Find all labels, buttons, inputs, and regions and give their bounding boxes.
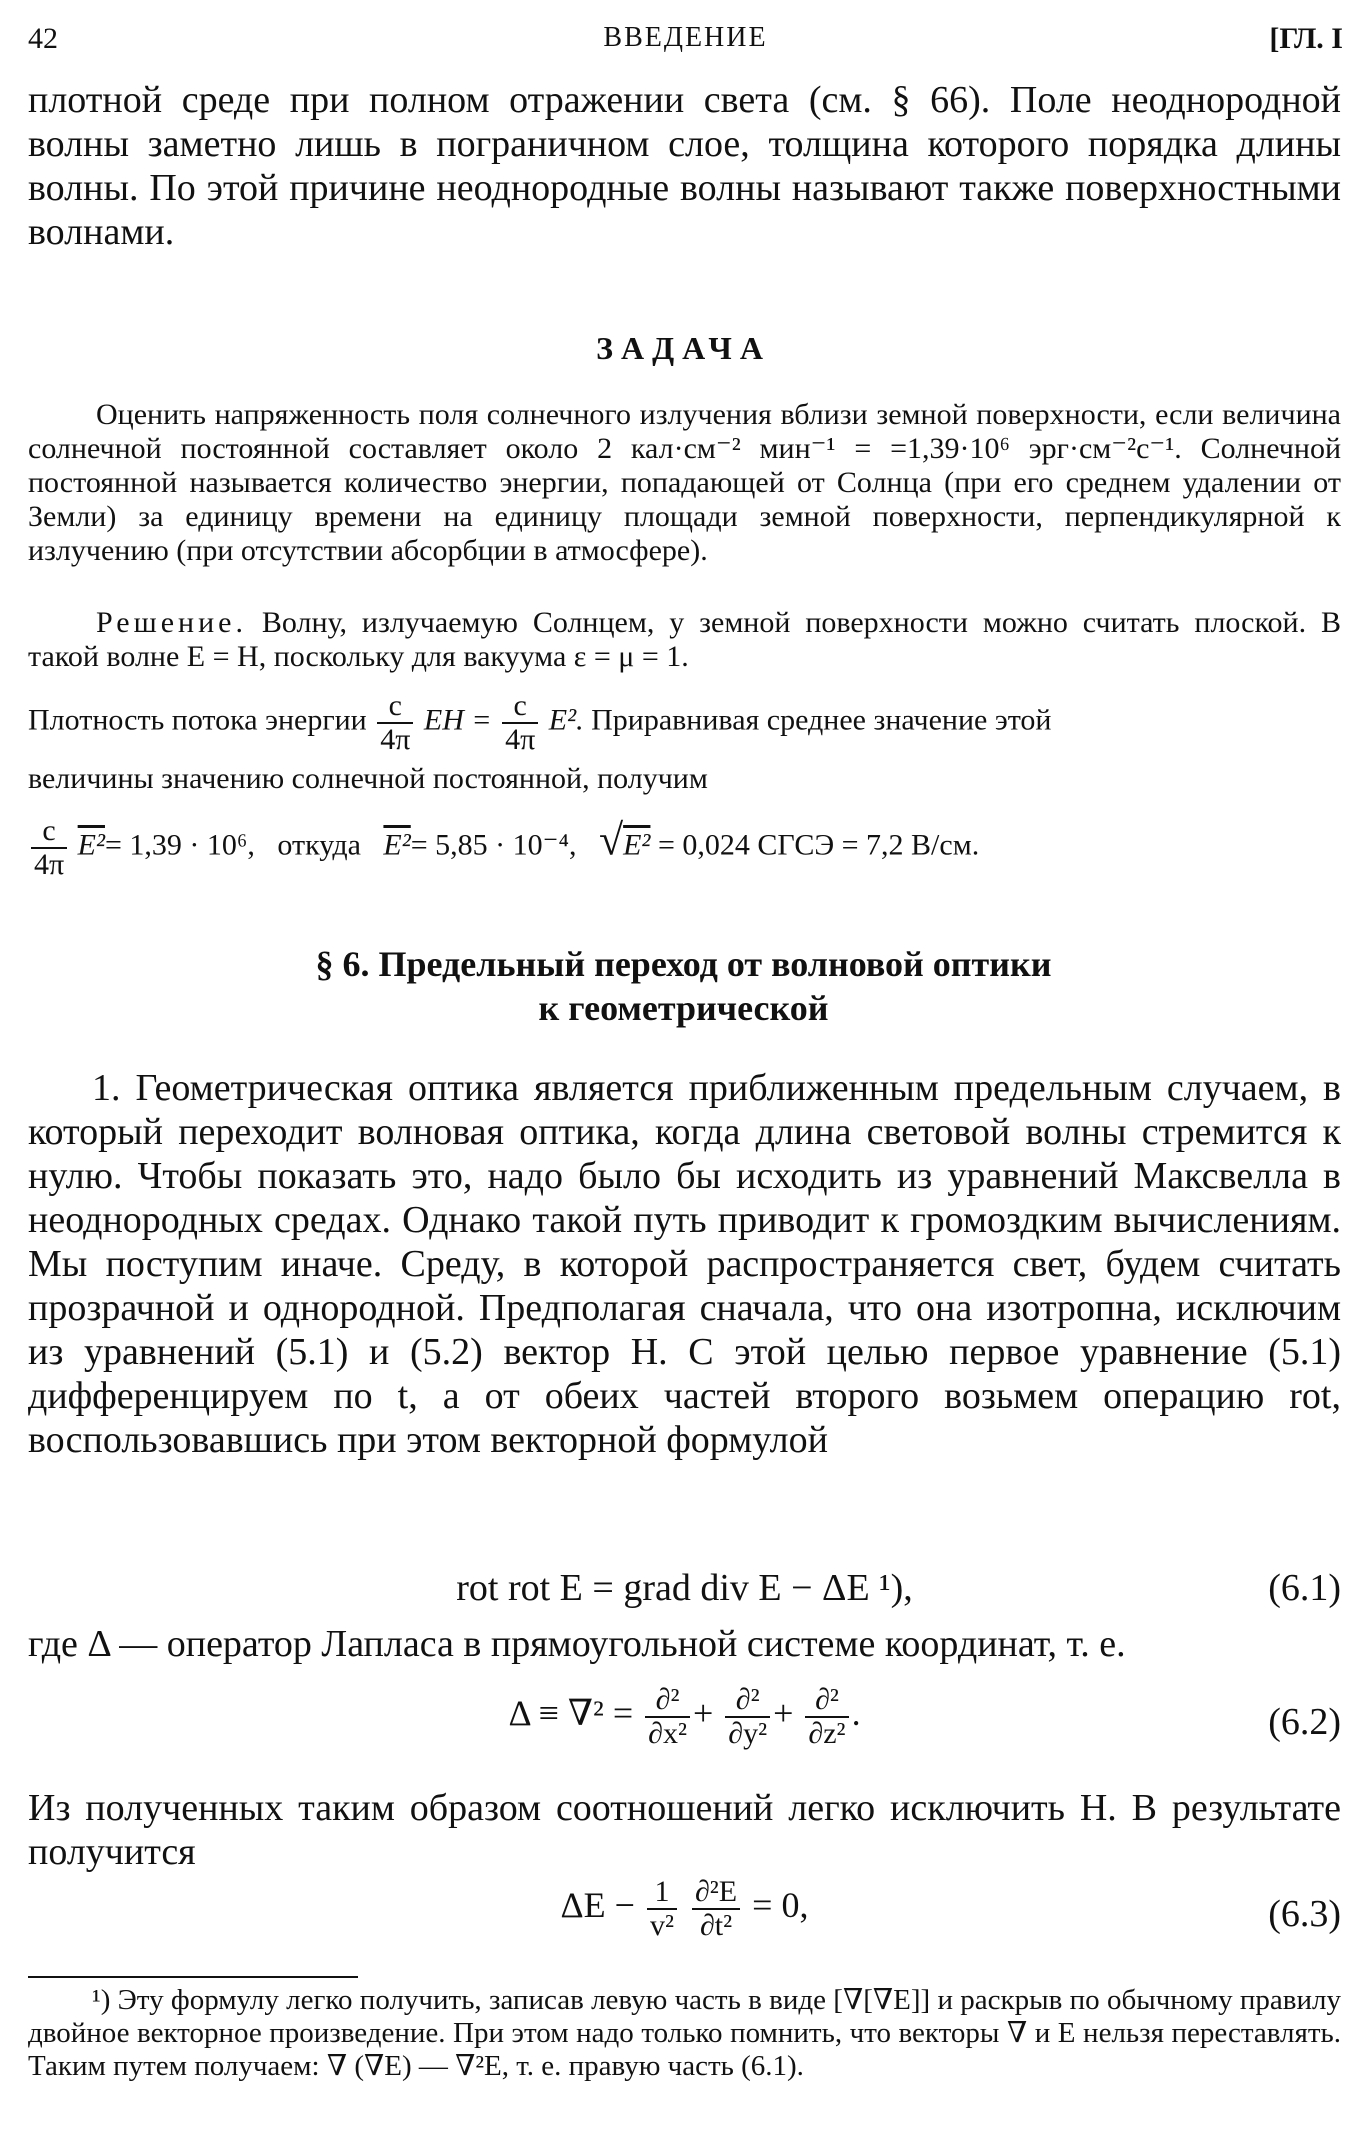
- frac-dz: [805, 1684, 848, 1749]
- solution-paragraph: [28, 606, 1341, 674]
- chapter-label: [ГЛ. I: [1269, 22, 1343, 55]
- result-eq3: = 0,024 СГСЭ = 7,2 В/см.: [657, 828, 980, 862]
- exclude-text: Из полученных таким образом соотношений легко исключить H. В результате получится: [28, 1787, 1341, 1873]
- fraction-numerator: 1: [647, 1876, 677, 1910]
- equation-6-3: [28, 1876, 1341, 1956]
- equation-6-1-number: (6.1): [1268, 1567, 1341, 1609]
- result-eq1: = 1,39 · 10⁶,: [104, 828, 255, 862]
- equation-6-3-number: (6.3): [1268, 1893, 1341, 1935]
- result-word: откуда: [277, 828, 361, 862]
- flux-eq: EH =: [423, 703, 492, 737]
- fraction-c-4pi: [377, 690, 413, 755]
- mean-e2-2: E²: [383, 828, 411, 862]
- solution-text: Волну, излучаемую Солнцем, у земной поверхности можно считать плоской. В такой волне E = H, поскольку для вакуума ε = μ = 1.: [28, 606, 1341, 673]
- fraction-numerator: ∂²: [645, 1684, 690, 1718]
- equation-6-3-body: [28, 1876, 1341, 1941]
- equation-6-2-body: Δ ≡ ∇² = $\frac{\text{∂²}}{\text{∂x²}}$ + $\frac{\text{∂²}}{\text{∂y²}}$ + $\frac{\text{∂²}}{\text{∂z²}}$ .: [508, 1683, 861, 1750]
- fraction-c-4pi-3: [31, 815, 67, 880]
- flux-tail: Приравнивая среднее значение этой: [591, 703, 1052, 737]
- result-eq2: = 5,85 · 10⁻⁴,: [410, 828, 577, 862]
- fraction-denominator: 4π: [380, 722, 411, 756]
- problem-heading: ЗАДАЧА: [596, 330, 771, 366]
- flux-line: [28, 690, 1341, 755]
- frac-d2e-dt2: [692, 1876, 740, 1941]
- equation-6-2: [28, 1684, 1341, 1764]
- equation-6-1: [28, 1566, 1341, 1616]
- fraction-denominator: 4π: [34, 847, 65, 881]
- result-line: [28, 815, 1341, 880]
- flux-e2: E².: [548, 703, 584, 737]
- running-header: [28, 22, 1343, 62]
- flux-continuation: величины значению солнечной постоянной, получим: [28, 762, 708, 795]
- fraction-c-4pi-2: [502, 690, 538, 755]
- fraction-numerator: c: [377, 690, 413, 724]
- sqrt-sign: √: [598, 815, 624, 865]
- fraction-numerator: ∂²E: [692, 1876, 740, 1910]
- running-title: ВВЕДЕНИЕ: [603, 22, 768, 53]
- footnote: ¹) Эту формулу легко получить, записав левую часть в виде [∇[∇E]] и раскрыв по обычному правилу двойное векторное произведение. При этом надо только помнить, что векторы ∇ и E нельзя переставлять. Таким путем получаем: ∇ (∇E) — ∇²E, т. е. правую часть (6.1).: [28, 1984, 1341, 2082]
- mean-e2-3: E²: [623, 828, 651, 862]
- fraction-denominator: ∂z²: [808, 1716, 846, 1750]
- fraction-numerator: c: [502, 690, 538, 724]
- problem-statement: Оценить напряженность поля солнечного излучения вблизи земной поверхности, если величина солнечной постоянной составляет около 2 кал·см⁻² мин⁻¹ = =1,39·10⁶ эрг·см⁻²с⁻¹. Солнечной постоянной называется количество энергии, попадающей от Солнца (при его среднем удалении от Земли) за единицу времени на единицу площади земной поверхности, перпендикулярной к излучению (при отсутствии абсорбции в атмосфере).: [28, 398, 1341, 567]
- fraction-denominator: v²: [649, 1908, 674, 1942]
- fraction-denominator: ∂y²: [728, 1716, 768, 1750]
- solution-label: Решение.: [96, 606, 247, 639]
- equation-6-2-number: (6.2): [1268, 1701, 1341, 1743]
- fraction-denominator: ∂x²: [648, 1716, 687, 1750]
- flux-lead: Плотность потока энергии: [28, 703, 367, 737]
- section-paragraph-1: 1. Геометрическая оптика является приближенным предельным случаем, в который переходит волновая оптика, когда длина световой волны стремится к нулю. Чтобы показать это, надо было бы исходить из уравнений Максвелла в неоднородных средах. Однако такой путь приводит к громоздким вычислениям. Мы поступим иначе. Среду, в которой распространяется свет, будем считать прозрачной и однородной. Предполагая сначала, что она изотропна, исключим из уравнений (5.1) и (5.2) вектор H. С этой целью первое уравнение (5.1) дифференцируем по t, а от обеих частей второго возьмем операцию rot, воспользовавшись при этом векторной формулой: [28, 1067, 1341, 1461]
- frac-dx: [645, 1684, 690, 1749]
- fraction-denominator: ∂t²: [699, 1908, 733, 1942]
- frac-1-v2: [647, 1876, 677, 1941]
- frac-dy: [725, 1684, 770, 1749]
- fraction-numerator: ∂²: [805, 1684, 848, 1718]
- page-number: 42: [28, 22, 58, 55]
- mean-e2: E²: [77, 828, 105, 862]
- fraction-numerator: c: [31, 815, 67, 849]
- section-title: [0, 942, 1367, 1030]
- laplace-text: где Δ — оператор Лапласа в прямоугольной системе координат, т. е.: [28, 1623, 1126, 1665]
- equation-6-1-body: rot rot E = grad div E − ΔE ¹),: [456, 1567, 913, 1609]
- section-title-line2: к геометрической: [538, 988, 829, 1028]
- footnote-rule: [28, 1976, 358, 1978]
- eq63-rhs: = 0,: [752, 1884, 809, 1925]
- section-title-line1: § 6. Предельный переход от волновой оптики: [315, 944, 1052, 984]
- fraction-denominator: 4π: [505, 722, 536, 756]
- eq63-lhs: ΔE −: [560, 1884, 635, 1925]
- fraction-numerator: ∂²: [725, 1684, 770, 1718]
- eq62-lhs: Δ ≡ ∇² =: [508, 1692, 634, 1733]
- intro-paragraph: плотной среде при полном отражении света (см. § 66). Поле неоднородной волны заметно лишь в пограничном слое, толщина которого порядка длины волны. По этой причине неоднородные волны называют также поверхностными волнами.: [28, 79, 1341, 253]
